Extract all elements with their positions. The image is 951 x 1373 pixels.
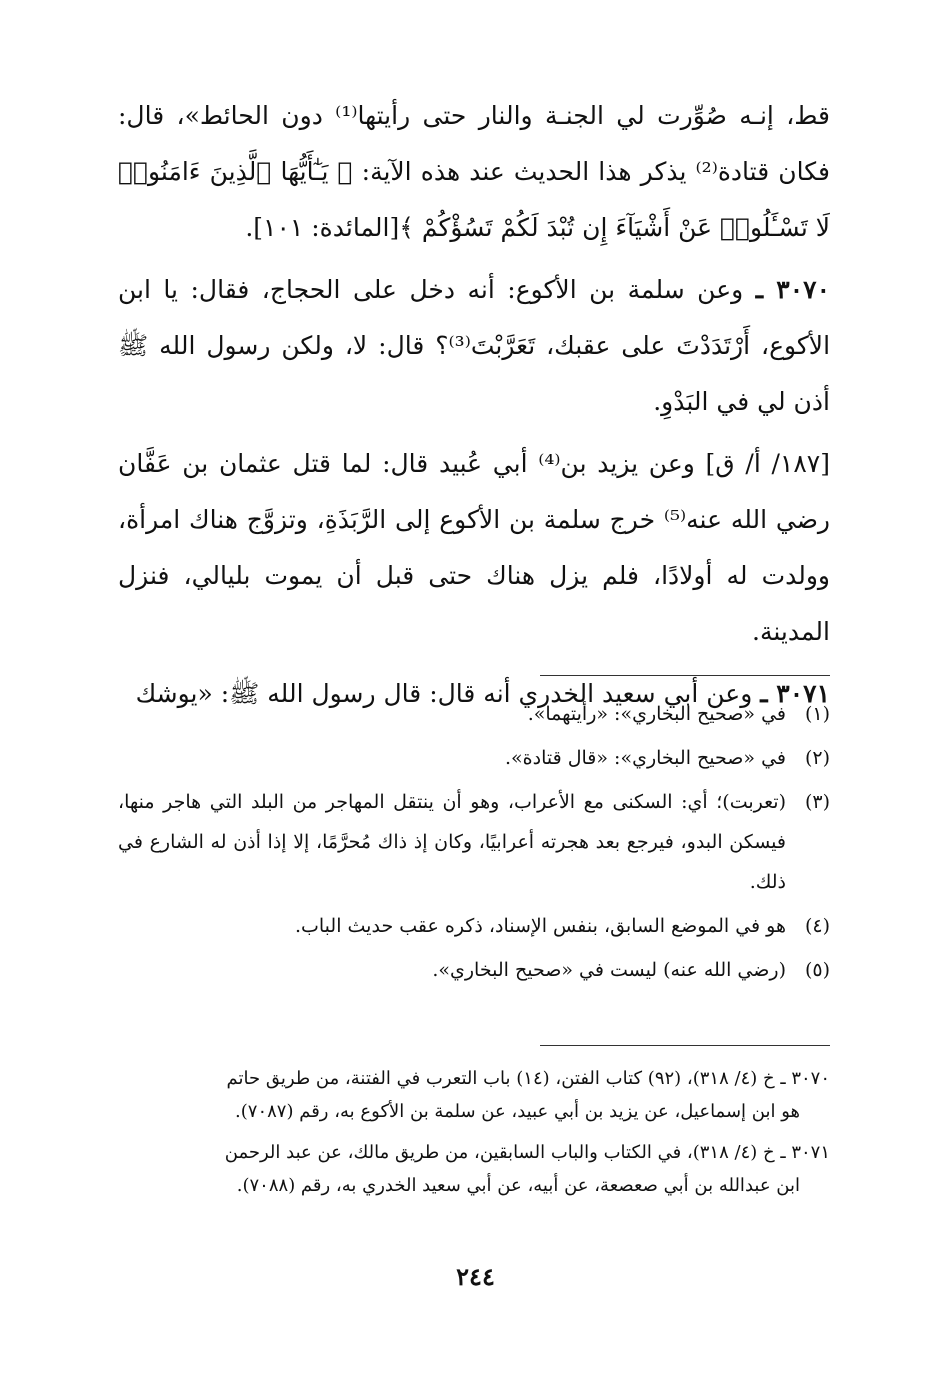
takhrij-notes (118, 1062, 830, 1210)
manuscript-ref: [١٨٧/ أ/ ق] (705, 449, 830, 478)
hadith-number: ٣٠٧١ ـ (760, 679, 830, 708)
hadith-number: ٣٠٧٠ ـ (755, 275, 831, 304)
footnote-text: (تعربت)؛ أي: السكنى مع الأعراب، وهو أن ينتقل المهاجر من البلد التي هاجر منها، فيسكن البدو، فيرجع بعد هجرته أعرابيًا، وكان إذ ذاك مُحرَّمًا، إلا إذا أذن له الشارع في ذلك. (118, 791, 786, 893)
line-2: قتادة⁽²⁾ يذكر هذا الحديث عند هذه الآية: ﴿ يَـٰٓأَيُّهَا ٱلَّذِينَ ءَامَنُوا۟ لَا تَسْـَٔلُوا۟ عَنْ (118, 157, 830, 242)
takhrij-line: ٣٠٧٠ ـ خ (٤/ ٣١٨)، (٩٢) كتاب الفتن، (١٤) باب التعرب في الفتنة، من طريق حاتم (226, 1068, 830, 1089)
takhrij-3070 (118, 1062, 830, 1128)
line-1: قط، إنـه صُوِّرت لي الجنـة والنار حتى رأيتها⁽¹⁾ دون الحائط»، قال: فكان (118, 101, 830, 186)
footnote (118, 950, 830, 990)
footnote-number: (٤) (804, 915, 830, 937)
page-number: ٢٤٤ (456, 1262, 495, 1291)
footnotes (118, 694, 830, 994)
footnote-text: هو في الموضع السابق، بنفس الإسناد، ذكره عقب حديث الباب. (294, 915, 786, 937)
hadith-3070 (118, 262, 830, 430)
footnote (118, 738, 830, 778)
footnote (118, 782, 830, 902)
footnote-number: (١) (804, 703, 830, 725)
takhrij-line: هو ابن إسماعيل، عن يزيد بن أبي عبيد، عن سلمة بن الأكوع به، رقم (٧٠٨٧). (235, 1101, 800, 1122)
takhrij-divider (540, 1045, 830, 1046)
paragraph-continuation (118, 88, 830, 256)
footnote-number: (٣) (804, 791, 830, 813)
footnote (118, 906, 830, 946)
footnote-number: (٢) (804, 747, 830, 769)
footnote-text: في «صحيح البخاري»: «رأيتهما». (527, 703, 786, 725)
paragraph-text: وعن يزيد بن⁽⁴⁾ أبي عُبيد قال: لما قتل عثمان بن عَفَّان رضي الله عنه⁽⁵⁾ خرج سلمة بن الأكوع إلى الرَّبَذَةِ، وتزوَّج هناك امرأة، وولدت له أولادًا، فلم يزل هناك حتى قبل أن يموت بليالي، فنزل المدينة. (118, 449, 831, 646)
paragraph-yazid (118, 436, 830, 660)
takhrij-3071 (118, 1136, 830, 1202)
footnote (118, 694, 830, 734)
footnote-number: (٥) (804, 959, 830, 981)
footnote-text: (رضي الله عنه) ليست في «صحيح البخاري». (432, 959, 786, 981)
hadith-text: وعن أبي سعيد الخدري أنه قال: قال رسول الله ﷺ: «يوشك (135, 679, 753, 708)
line-3: أَشْيَآءَ إِن تُبْدَ لَكُمْ تَسُؤْكُمْ ﴾[المائدة: ١٠١]. (245, 213, 671, 242)
main-text (118, 88, 830, 728)
footnote-divider (540, 675, 830, 676)
hadith-text: وعن سلمة بن الأكوع: أنه دخل على الحجاج، فقال: يا ابن الأكوع، أَرْتَدَدْتَ على عقبك، تَعَرَّبْتَ⁽³⁾؟ قال: لا، ولكن رسول الله ﷺ أذن لي في البَدْوِ. (118, 275, 831, 416)
takhrij-line: ابن عبدالله بن أبي صعصعة، عن أبيه، عن أبي سعيد الخدري به، رقم (٧٠٨٨). (236, 1175, 800, 1196)
takhrij-line: ٣٠٧١ ـ خ (٤/ ٣١٨)، في الكتاب والباب السابقين، من طريق مالك، عن عبد الرحمن (224, 1142, 830, 1163)
footnote-text: في «صحيح البخاري»: «قال قتادة». (504, 747, 786, 769)
